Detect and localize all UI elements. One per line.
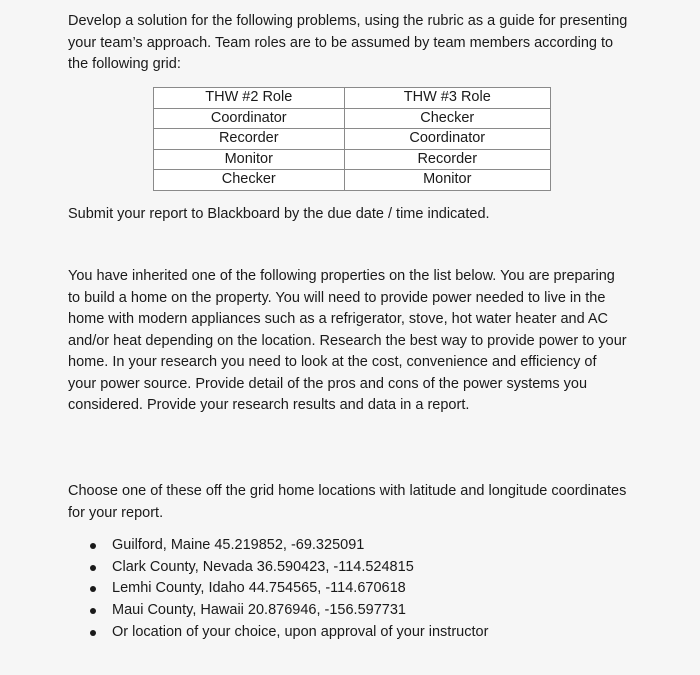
table-cell: Recorder: [154, 129, 345, 150]
property-paragraph: You have inherited one of the following properties on the list below. You are preparing to build a home on the property. You will need to provide power needed to live in the home with modern appliances such as a refrigerator, stove, hot water heater and AC and/or heat depending on the location. Research the best way to provide power to your home. In your research you need to look at the cost, convenience and efficiency of your power source. Provide detail of the pros and cons of the power systems you considered. Provide your research results and data in a report.: [68, 268, 627, 413]
table-cell: Checker: [154, 170, 345, 191]
table-row: [154, 108, 551, 129]
table-row: [154, 170, 551, 191]
list-item: [86, 600, 488, 622]
bullet-icon: [90, 586, 96, 592]
table-cell: Monitor: [154, 149, 345, 170]
bullet-icon: [90, 608, 96, 614]
list-item: [86, 557, 488, 579]
bullet-icon: [90, 565, 96, 571]
table-header-cell: THW #2 Role: [154, 88, 345, 109]
table-cell: Coordinator: [154, 108, 345, 129]
location-text: Maui County, Hawaii 20.876946, -156.597731: [112, 602, 406, 619]
location-list: [86, 535, 488, 643]
location-text: Lemhi County, Idaho 44.754565, -114.670618: [112, 580, 406, 597]
choose-location-paragraph: Choose one of these off the grid home locations with latitude and longitude coordinates for your report.: [68, 483, 627, 521]
location-text: Clark County, Nevada 36.590423, -114.524815: [112, 558, 414, 575]
list-item: [86, 578, 488, 600]
table-cell: Monitor: [344, 170, 550, 191]
table-cell: Checker: [344, 108, 550, 129]
table-header-row: [154, 88, 551, 109]
submit-instructions: Submit your report to Blackboard by the due date / time indicated.: [68, 206, 490, 222]
bullet-icon: [90, 630, 96, 636]
bullet-icon: [90, 543, 96, 549]
team-roles-table: [153, 87, 551, 191]
table-row: [154, 129, 551, 150]
table-cell: Recorder: [344, 149, 550, 170]
table-row: [154, 149, 551, 170]
table-cell: Coordinator: [344, 129, 550, 150]
table-header-cell: THW #3 Role: [344, 88, 550, 109]
intro-paragraph: Develop a solution for the following problems, using the rubric as a guide for presenting your team’s approach. Team roles are to be assumed by team members according to the following grid:: [68, 13, 628, 72]
location-text: Or location of your choice, upon approval of your instructor: [112, 623, 489, 640]
list-item: [86, 622, 488, 644]
location-text: Guilford, Maine 45.219852, -69.325091: [112, 537, 365, 553]
list-item: [86, 535, 488, 557]
